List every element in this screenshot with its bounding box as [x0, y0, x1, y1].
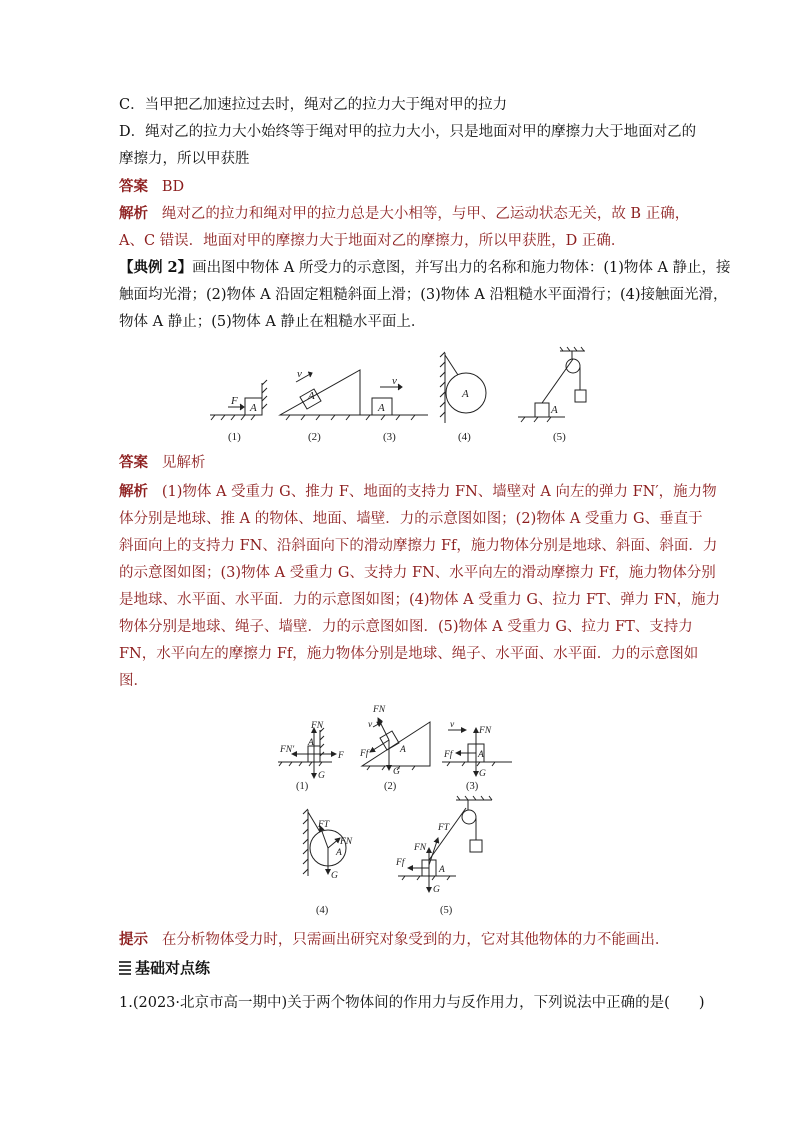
- s1-label-fnp: FN′: [280, 745, 295, 755]
- caption-1: (1): [228, 431, 241, 443]
- s2-label-v: v: [368, 720, 373, 730]
- analysis-1-line2: A、C 错误．地面对甲的摩擦力大于地面对乙的摩擦力，所以甲获胜，D 正确．: [119, 233, 626, 249]
- s1-label-f: F: [338, 751, 344, 761]
- s1-label-fn: FN: [311, 721, 324, 731]
- s3-label-fn: FN: [479, 726, 492, 736]
- caption-4: (4): [458, 431, 471, 443]
- solution-figure-3: [442, 728, 512, 776]
- analysis-2-line1: [119, 482, 717, 502]
- fig1-label-a: A: [250, 402, 257, 414]
- tip-text: 在分析物体受力时，只需画出研究对象受到的力，它对其他物体的力不能画出．: [161, 932, 670, 948]
- example-label: 【典例 2】: [119, 259, 193, 276]
- analysis-2-line7: FN，水平向左的摩擦力 Ff，施力物体分别是地球、绳子、水平面、水平面．力的示意图如: [119, 646, 699, 662]
- analysis-label: 解析: [119, 205, 148, 222]
- answer-value: BD: [161, 179, 185, 195]
- analysis-2-line4: 的示意图如图；(3)物体 A 受重力 G、支持力 FN、水平向左的滑动摩擦力 Ff，施力物体分别: [119, 565, 716, 581]
- analysis-text: (1)物体 A 受重力 G、推力 F、地面的支持力 FN、墙壁对 A 向左的弹力 FN′，施力物: [161, 484, 717, 500]
- question-1: 1.(2023·北京市高一期中)关于两个物体间的作用力与反作用力，下列说法中正确的是( ): [119, 995, 705, 1011]
- answer-label: 答案: [119, 454, 148, 471]
- fig3-label-v: v: [392, 375, 397, 387]
- section-heading: [119, 957, 210, 978]
- s5-label-g: G: [433, 885, 440, 895]
- s-caption-4: (4): [316, 905, 329, 916]
- tip-label: 提示: [119, 931, 148, 948]
- example-2-line3: 物体 A 静止；(5)物体 A 静止在粗糙水平面上．: [119, 314, 426, 330]
- s-caption-3: (3): [466, 781, 479, 792]
- s5-label-ff: Ff: [396, 858, 405, 868]
- answer-2: [119, 453, 205, 473]
- fig4-label-a: A: [462, 388, 469, 400]
- example-text: 画出图中物体 A 所受力的示意图，并写出力的名称和施力物体：(1)物体 A 静止，接: [192, 260, 731, 276]
- caption-3: (3): [383, 431, 396, 443]
- s1-label-a: A: [308, 738, 314, 748]
- s2-label-a: A: [400, 745, 406, 755]
- figure-3: [360, 384, 428, 420]
- s2-label-fn: FN: [373, 705, 386, 715]
- section-marker-icon: [119, 961, 131, 975]
- answer-1: [119, 177, 184, 197]
- tip: [119, 930, 669, 950]
- s5-label-a: A: [439, 865, 445, 875]
- analysis-2-line3: 斜面向上的支持力 FN、沿斜面向下的滑动摩擦力 Ff，施力物体分别是地球、斜面、斜面．力: [119, 538, 718, 554]
- analysis-2-line5: 是地球、水平面、水平面．力的示意图如图；(4)物体 A 受重力 G、拉力 FT、弹力 FN，施力: [119, 592, 721, 608]
- fig2-label-v: v: [297, 368, 302, 380]
- s4-label-ft: FT: [318, 820, 330, 830]
- s4-label-a: A: [336, 848, 342, 858]
- option-d-line2: 摩擦力，所以甲获胜: [119, 151, 250, 167]
- s4-label-g: G: [331, 871, 338, 881]
- s4-label-fn: FN: [340, 837, 353, 847]
- figure-2: [280, 370, 360, 420]
- fig1-label-f: F: [231, 395, 238, 407]
- solution-figures: [270, 700, 530, 925]
- answer-label: 答案: [119, 178, 148, 195]
- s5-label-fn: FN: [414, 843, 427, 853]
- s3-label-a: A: [478, 750, 484, 760]
- section-title: 基础对点练: [135, 959, 211, 977]
- s-caption-2: (2): [384, 781, 397, 792]
- answer-value: 见解析: [161, 455, 206, 471]
- analysis-1-line1: [119, 204, 689, 224]
- analysis-text: 绳对乙的拉力和绳对甲的拉力总是大小相等，与甲、乙运动状态无关，故 B 正确，: [161, 206, 690, 222]
- solution-figure-5: [398, 796, 492, 892]
- fig5-label-a: A: [551, 404, 558, 416]
- s2-label-ff: Ff: [360, 749, 369, 759]
- s3-label-g: G: [479, 769, 486, 779]
- option-d-line1: D．绳对乙的拉力大小始终等于绳对甲的拉力大小，只是地面对甲的摩擦力大于地面对乙的: [119, 124, 697, 140]
- caption-5: (5): [553, 431, 566, 443]
- analysis-2-line2: 体分别是地球、推 A 的物体、地面、墙壁．力的示意图如图；(2)物体 A 受重力 G、垂直于: [119, 511, 703, 527]
- s3-label-ff: Ff: [444, 750, 453, 760]
- s2-label-g: G: [393, 767, 400, 777]
- fig2-label-a: A: [308, 390, 315, 402]
- caption-2: (2): [308, 431, 321, 443]
- s-caption-5: (5): [440, 905, 453, 916]
- problem-figures: [200, 345, 600, 450]
- analysis-label: 解析: [119, 483, 148, 500]
- s5-label-ft: FT: [438, 823, 450, 833]
- option-c: C．当甲把乙加速拉过去时，绳对乙的拉力大于绳对甲的拉力: [119, 97, 508, 113]
- analysis-2-line6: 物体分别是地球、绳子、墙壁．力的示意图如图．(5)物体 A 受重力 G、拉力 FT、支持力: [119, 619, 693, 635]
- s-caption-1: (1): [296, 781, 309, 792]
- s3-label-v: v: [450, 720, 455, 730]
- analysis-2-line8: 图．: [119, 673, 148, 689]
- s1-label-g: G: [318, 771, 325, 781]
- figure-1: [210, 380, 267, 420]
- fig3-label-a: A: [378, 402, 385, 414]
- example-2-line2: 触面均光滑；(2)物体 A 沿固定粗糙斜面上滑；(3)物体 A 沿粗糙水平面滑行；(4)接触面光滑，: [119, 287, 728, 303]
- example-2-line1: [119, 258, 731, 278]
